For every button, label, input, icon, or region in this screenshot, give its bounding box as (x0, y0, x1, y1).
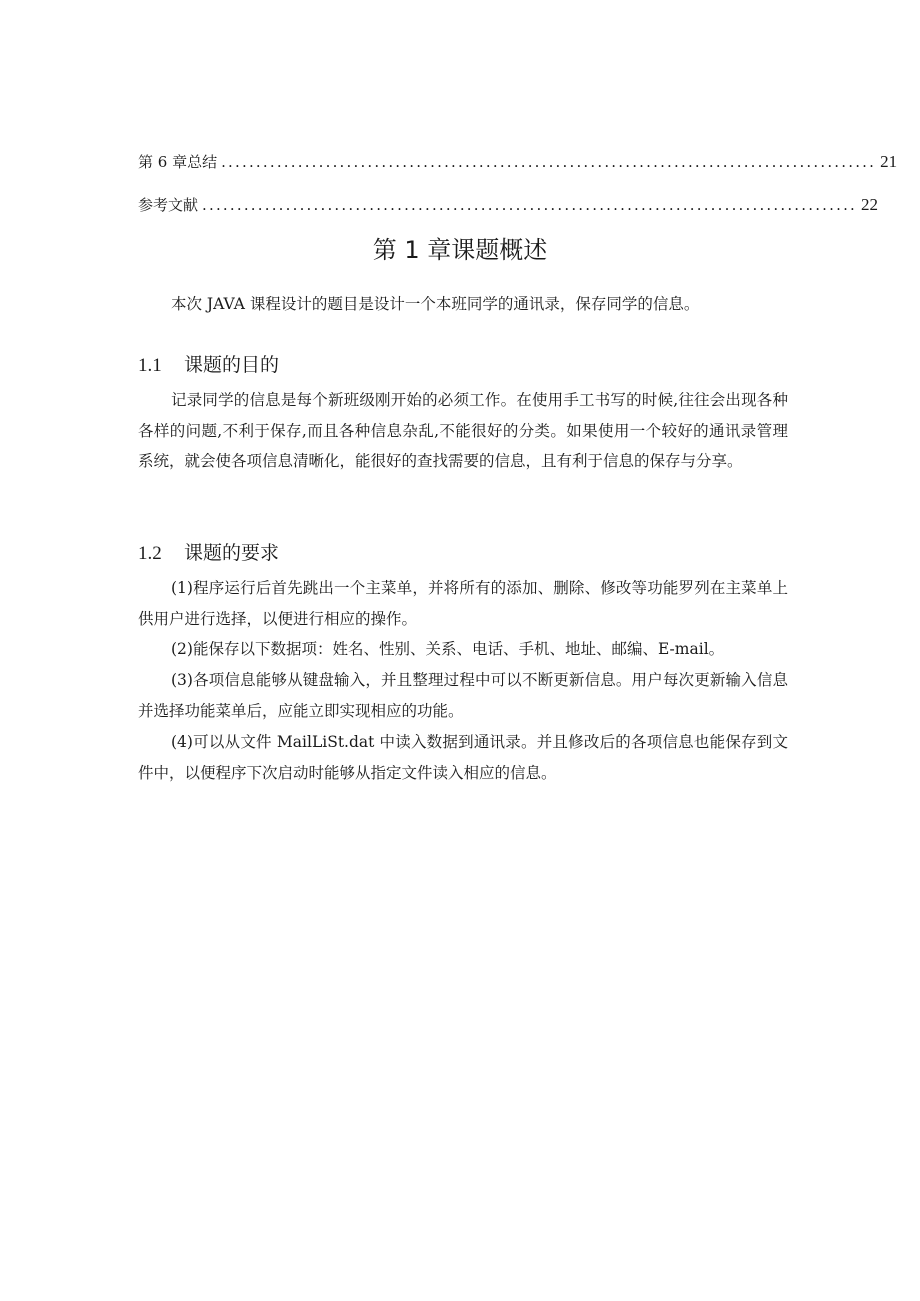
section-title: 课题的目的 (184, 354, 280, 376)
toc-entry-label: 第 6 章总结 (138, 153, 218, 171)
section-number: 1.1 (138, 355, 162, 376)
requirement-item-2: (2)能保存以下数据项：姓名、性别、关系、电话、手机、地址、邮编、E-mail。 (171, 640, 725, 658)
requirement-item-1: (1)程序运行后首先跳出一个主菜单，并将所有的添加、删除、修改等功能罗列在主菜单上供用户进行选择，以便进行相应的操作。 (138, 579, 788, 628)
requirement-item-3: (3)各项信息能够从键盘输入，并且整理过程中可以不断更新信息。用户每次更新输入信息并选择功能菜单后，应能立即实现相应的功能。 (138, 671, 788, 720)
toc-leader-dots: .............................................................................................. (202, 196, 858, 214)
section-title: 课题的要求 (184, 542, 280, 564)
requirement-item-4: (4)可以从文件 MailLiSt.dat 中读入数据到通讯录。并且修改后的各项信息也能保存到文件中，以便程序下次启动时能够从指定文件读入相应的信息。 (138, 733, 788, 782)
section-heading-requirements (138, 539, 279, 568)
section-heading-purpose (138, 351, 279, 380)
toc-page-number: 21 (880, 152, 898, 171)
toc-entry-summary (138, 151, 898, 177)
toc-entry-references (138, 194, 879, 220)
chapter-title: 第 1 章课题概述 (372, 236, 548, 264)
toc-entry-label: 参考文献 (138, 196, 199, 214)
chapter-intro: 本次 JAVA 课程设计的题目是设计一个本班同学的通讯录，保存同学的信息。 (171, 295, 700, 313)
toc-leader-dots: .............................................................................................. (221, 153, 877, 171)
purpose-paragraph: 记录同学的信息是每个新班级刚开始的必须工作。在使用手工书写的时候,往往会出现各种各样的问题,不利于保存,而且各种信息杂乱,不能很好的分类。如果使用一个较好的通讯录管理系统，就会使各项信息清晰化，能很好的查找需要的信息，且有利于信息的保存与分享。 (138, 391, 788, 470)
toc-page-number: 22 (861, 195, 879, 214)
section-number: 1.2 (138, 543, 162, 564)
